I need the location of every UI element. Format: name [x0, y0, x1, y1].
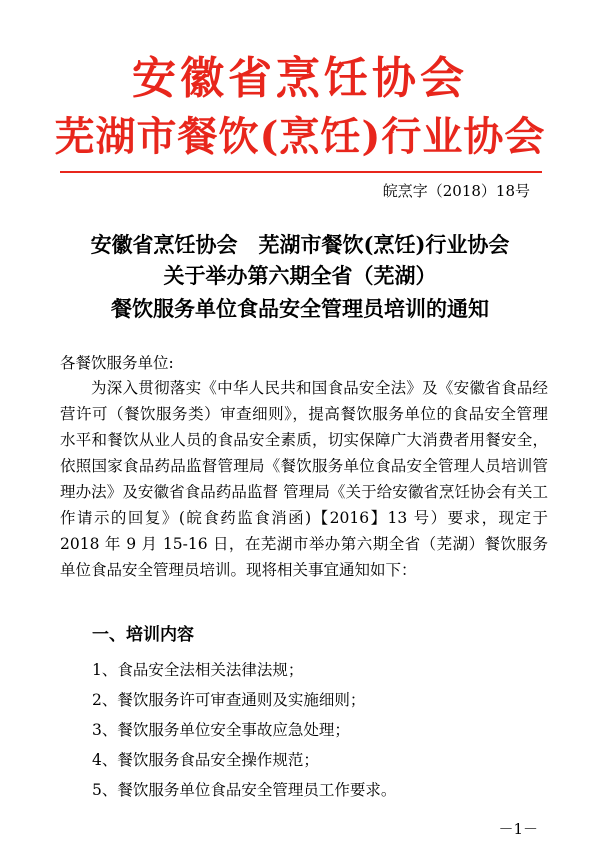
list-item: 5、餐饮服务单位食品安全管理员工作要求。 — [92, 781, 397, 799]
letterhead-divider — [60, 171, 542, 173]
list-item: 3、餐饮服务单位安全事故应急处理； — [92, 721, 350, 739]
title-line-2: 关于举办第六期全省（芜湖） — [163, 263, 437, 288]
letterhead-line-2: 芜湖市餐饮(烹饪)行业协会 — [54, 113, 546, 160]
title-line-1: 安徽省烹饪协会 芜湖市餐饮(烹饪)行业协会 — [90, 232, 510, 257]
salutation: 各餐饮服务单位: — [60, 354, 174, 372]
body-paragraph: 为深入贯彻落实《中华人民共和国食品安全法》及《安徽省食品经营许可（餐饮服务类）审查细则》，提高餐饮服务单位的食品安全管理水平和餐饮从业人员的食品安全素质，切实保障广大消费者用餐安全，依照国家食品药品监督管理局《餐饮服务单位食品安全管理人员培训管理办法》及安徽省食品药品监督 管理局《关于给安徽省烹饪协会有关工作请示的回复》(皖食药监食消函)【2016】13 号）要求，现定于 2018 年 9 月 15-16 日，在芜湖市举办第六期全省（芜湖）餐饮服务单位食品安全管理员培训。现将相关事宜通知如下： — [60, 379, 548, 579]
title-line-3: 餐饮服务单位食品安全管理员培训的通知 — [111, 296, 489, 321]
letterhead-line-1: 安徽省烹饪协会 — [132, 53, 468, 104]
document-number: 皖烹字（2018）18号 — [382, 182, 530, 200]
section-heading-training-content: 一、培训内容 — [92, 625, 194, 645]
page-number: －1－ — [498, 820, 538, 838]
list-item: 1、食品安全法相关法律法规； — [92, 661, 304, 679]
list-item: 4、餐饮服务食品安全操作规范； — [92, 751, 319, 769]
list-item: 2、餐饮服务许可审查通则及实施细则； — [92, 691, 366, 709]
